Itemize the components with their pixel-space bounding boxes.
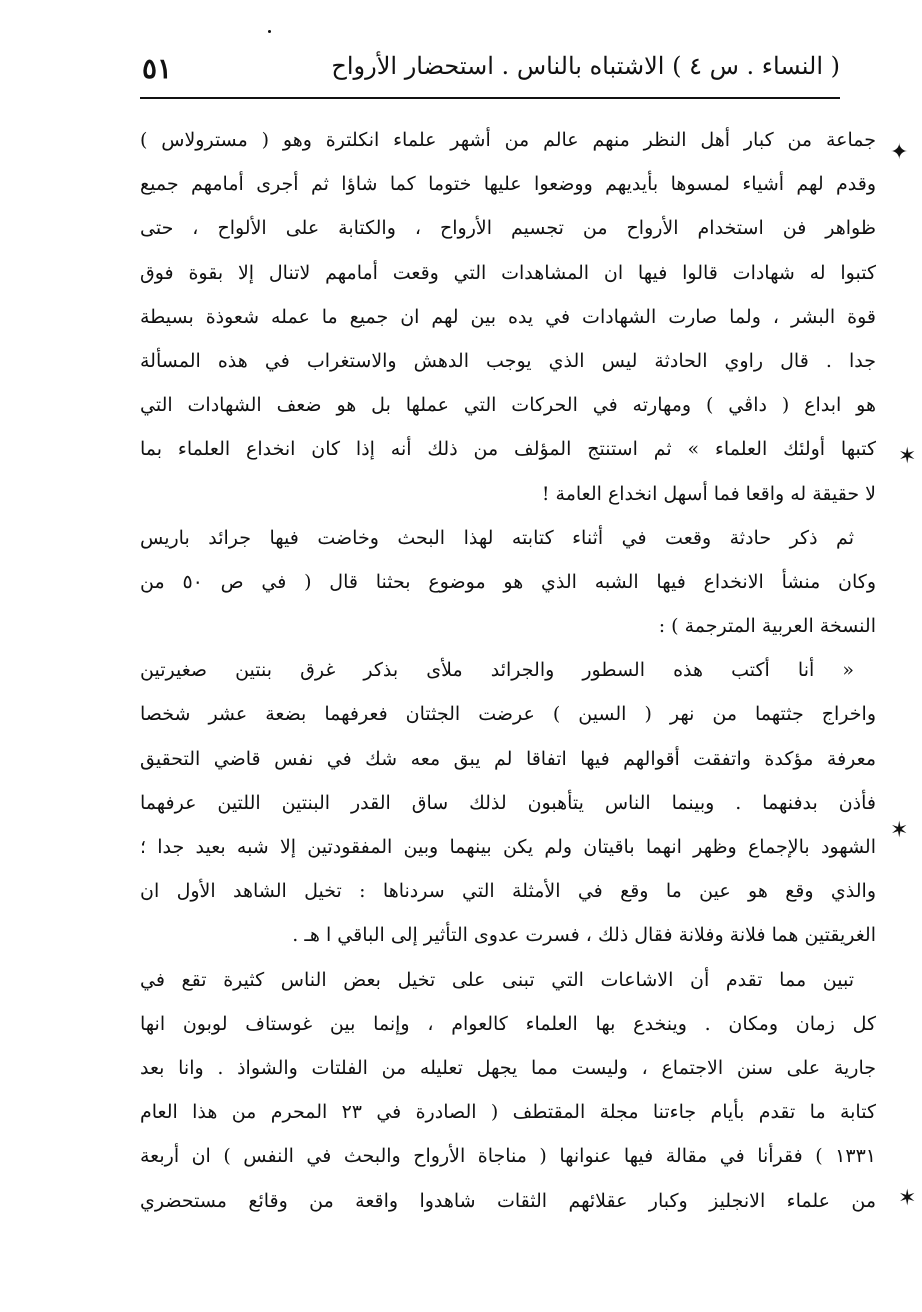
text-line: جدا . قال راوي الحادثة ليس الذي يوجب الدهش والاستغراب في هذه المسألة — [140, 349, 876, 372]
text-line: وقدم لهم أشياء لمسوها بأيديهم ووضعوا عليها ختوما كما شاؤا ثم أجرى أمامهم جميع — [140, 173, 876, 196]
text-line: الشهود بالإجماع وظهر انهما باقيتان ولم يكن بينهما وبين المفقودتين إلا شبه بعيد جدا ؛ — [140, 836, 876, 858]
text-line: معرفة مؤكدة واتفقت أقوالهم فيها اتفاقا لم يبق معه شك في نفس قاضي التحقيق — [140, 747, 876, 770]
text-line: كتبوا له شهادات قالوا فيها ان المشاهدات التي وقعت أمامهم لاتنال إلا بقوة فوق — [140, 261, 876, 284]
text-line: والذي وقع هو عين ما وقع في الأمثلة التي سردناها : تخيل الشاهد الأول ان — [140, 880, 876, 903]
header-rule — [140, 97, 840, 99]
text-line: وكان منشأ الانخداع فيها الشبه الذي هو موضوع بحثنا قال ( في ص ٥٠ من — [140, 570, 876, 593]
text-line: كل زمان ومكان . وينخدع بها العلماء كالعوام ، وإنما بين غوستاف لوبون انها — [140, 1012, 876, 1035]
text-line: ثم ذكر حادثة وقعت في أثناء كتابته لهذا البحث وخاضت فيها جرائد باريس — [140, 526, 854, 549]
body-text — [140, 118, 876, 1223]
text-line: كتابة ما تقدم بأيام جاءتنا مجلة المقتطف ( الصادرة في ٢٣ المحرم من هذا العام — [140, 1101, 876, 1124]
text-line: ١٣٣١ ) فقرأنا في مقالة فيها عنوانها ( مناجاة الأرواح والبحث في النفس ) ان أربعة — [140, 1145, 876, 1168]
text-line: لا حقيقة له واقعا فما أسهل انخداع العامة ! — [541, 482, 876, 505]
margin-mark: ✶ — [890, 818, 909, 843]
page-number: ٥١ — [142, 52, 173, 85]
text-line: من علماء الانجليز وكبار عقلائهم الثقات شاهدوا واقعة من وقائع مستحضري — [140, 1189, 876, 1212]
text-line: فأذن بدفنهما . وبينما الناس يتأهبون لذلك ساق القدر البنتين اللتين عرفهما — [140, 791, 876, 814]
text-line: ظواهر فن استخدام الأرواح من تجسيم الأرواح ، والكتابة على الألواح ، حتى — [140, 217, 876, 240]
running-title: ( النساء . س ٤ ) الاشتباه بالناس . استحضار الأرواح — [331, 52, 840, 80]
text-line: جارية على سنن الاجتماع ، وليست مما يجهل تعليله من الفلتات والشواذ . وانا بعد — [140, 1056, 876, 1079]
text-line: « أنا أكتب هذه السطور والجرائد ملأى بذكر غرق بنتين صغيرتين — [140, 659, 854, 682]
text-line: النسخة العربية المترجمة ) : — [658, 615, 876, 638]
text-line: جماعة من كبار أهل النظر منهم عالم من أشهر علماء انكلترة وهو ( مسترولاس ) — [140, 129, 876, 151]
margin-mark: ✦ — [890, 140, 909, 165]
margin-mark: ✶ — [898, 1186, 917, 1211]
margin-mark: ✶ — [898, 444, 917, 469]
text-line: الغريقتين هما فلانة وفلانة فقال ذلك ، فسرت عدوى التأثير إلى الباقي ا هـ . — [292, 924, 876, 947]
text-line: تبين مما تقدم أن الاشاعات التي تبنى على تخيل بعض الناس كثيرة تقع في — [140, 968, 854, 991]
text-line: قوة البشر ، ولما صارت الشهادات في يده بين لهم ان جميع ما عمله شعوذة بسيطة — [140, 305, 876, 328]
scan-speck — [268, 30, 271, 33]
text-line: هو ابداع ( داڤي ) ومهارته في الحركات التي عملها بل هو ضعف الشهادات التي — [140, 394, 876, 417]
text-line: واخراج جثتهما من نهر ( السين ) عرضت الجثتان فعرفهما بضعة عشر شخصا — [140, 703, 876, 726]
page-header — [140, 48, 840, 104]
text-line: كتبها أولئك العلماء » ثم استنتج المؤلف من ذلك أنه إذا كان انخداع العلماء بما — [140, 438, 876, 461]
